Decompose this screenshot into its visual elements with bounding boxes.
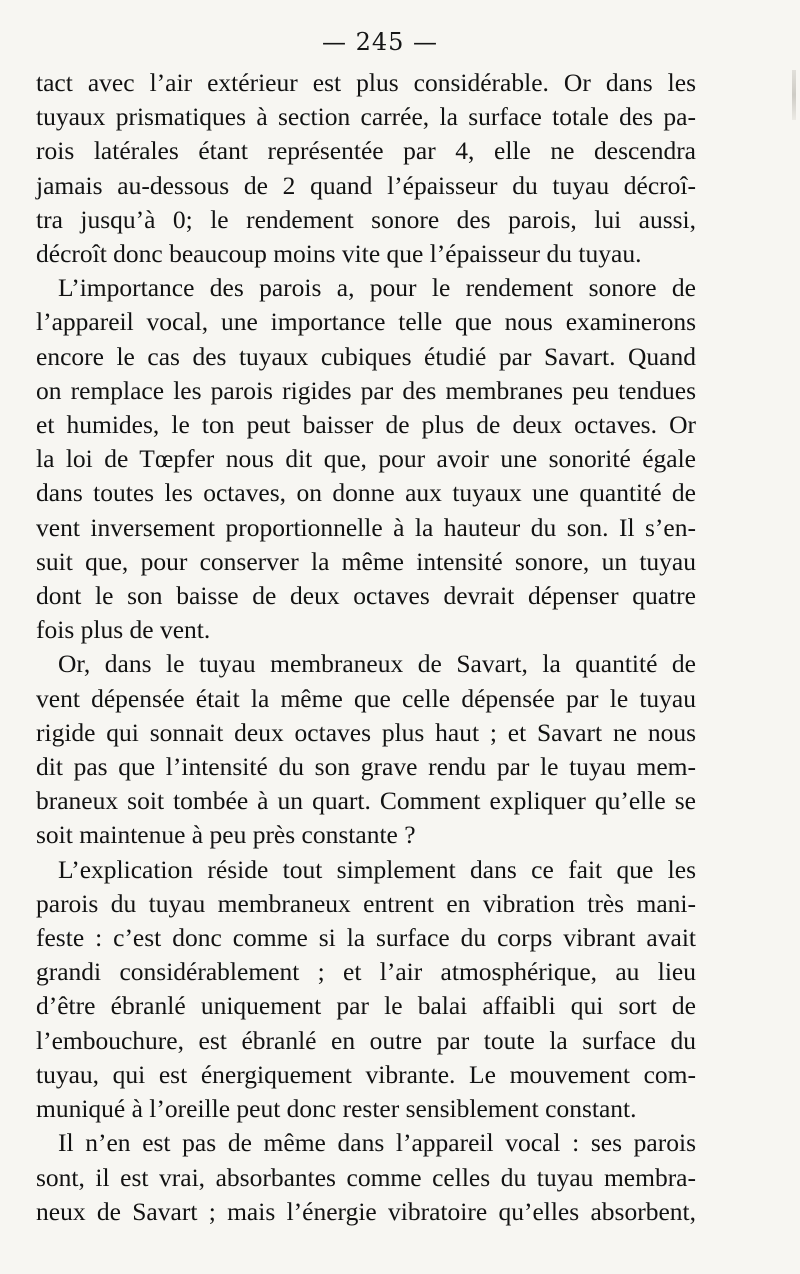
text-line: l’appareil vocal, une importance telle que nous examinerons — [36, 307, 696, 337]
text-line: L’explication réside tout simplement dans ce fait que les — [58, 854, 696, 884]
text-line: tact avec l’air extérieur est plus considérable. Or dans les — [36, 68, 696, 97]
paragraph — [36, 853, 696, 1127]
text-line: soit maintenue à peu près constante ? — [36, 820, 416, 850]
text-line: vent inversement proportionnelle à la hauteur du son. Il s’en- — [36, 512, 696, 542]
text-line: Or, dans le tuyau membraneux de Savart, la quantité de — [58, 649, 696, 679]
text-line: sont, il est vrai, absorbantes comme celles du tuyau membra- — [36, 1162, 696, 1192]
text-line: dans toutes les octaves, on donne aux tuyaux une quantité de — [36, 478, 696, 508]
paragraph — [36, 271, 696, 647]
text-line: décroît donc beaucoup moins vite que l’épaisseur du tuyau. — [36, 239, 642, 269]
text-line: grandi considérablement ; et l’air atmosphérique, au lieu — [36, 957, 696, 987]
text-line: d’être ébranlé uniquement par le balai affaibli qui sort de — [36, 991, 696, 1021]
page-number: — 245 — — [321, 28, 439, 56]
page-edge-mark — [792, 70, 796, 120]
text-line: parois du tuyau membraneux entrent en vibration très mani- — [36, 888, 696, 918]
text-line: muniqué à l’oreille peut donc rester sensiblement constant. — [36, 1094, 637, 1124]
text-line: dont le son baisse de deux octaves devrait dépenser quatre — [36, 581, 696, 611]
text-line: l’embouchure, est ébranlé en outre par toute la surface du — [36, 1025, 696, 1055]
paragraph — [36, 1126, 696, 1229]
text-line: Il n’en est pas de même dans l’appareil vocal : ses parois — [58, 1128, 696, 1158]
text-line: neux de Savart ; mais l’énergie vibratoire qu’elles absorbent, — [36, 1196, 696, 1226]
text-line: encore le cas des tuyaux cubiques étudié par Savart. Quand — [36, 341, 696, 371]
text-line: fois plus de vent. — [36, 615, 211, 645]
text-line: tuyaux prismatiques à section carrée, la surface totale des pa- — [36, 102, 696, 132]
text-line: feste : c’est donc comme si la surface du corps vibrant avait — [36, 923, 696, 953]
text-line: tuyau, qui est énergiquement vibrante. Le mouvement com- — [36, 1059, 696, 1089]
text-line: braneux soit tombée à un quart. Comment expliquer qu’elle se — [36, 786, 696, 816]
text-line: jamais au-dessous de 2 quand l’épaisseur du tuyau décroî- — [36, 170, 696, 200]
text-line: tra jusqu’à 0; le rendement sonore des parois, lui aussi, — [36, 204, 696, 234]
paragraph — [36, 66, 696, 271]
text-line: on remplace les parois rigides par des membranes peu tendues — [36, 375, 696, 405]
text-line: et humides, le ton peut baisser de plus de deux octaves. Or — [36, 410, 696, 440]
text-line: L’importance des parois a, pour le rendement sonore de — [58, 273, 696, 303]
paragraph — [36, 647, 696, 852]
text-line: rois latérales étant représentée par 4, elle ne descendra — [36, 136, 696, 166]
text-line: vent dépensée était la même que celle dépensée par le tuyau — [36, 683, 696, 713]
body-text — [36, 66, 696, 1229]
text-line: dit pas que l’intensité du son grave rendu par le tuyau mem- — [36, 752, 696, 782]
text-line: la loi de Tœpfer nous dit que, pour avoir une sonorité égale — [36, 444, 696, 474]
text-line: suit que, pour conserver la même intensité sonore, un tuyau — [36, 546, 696, 576]
text-line: rigide qui sonnait deux octaves plus haut ; et Savart ne nous — [36, 717, 696, 747]
